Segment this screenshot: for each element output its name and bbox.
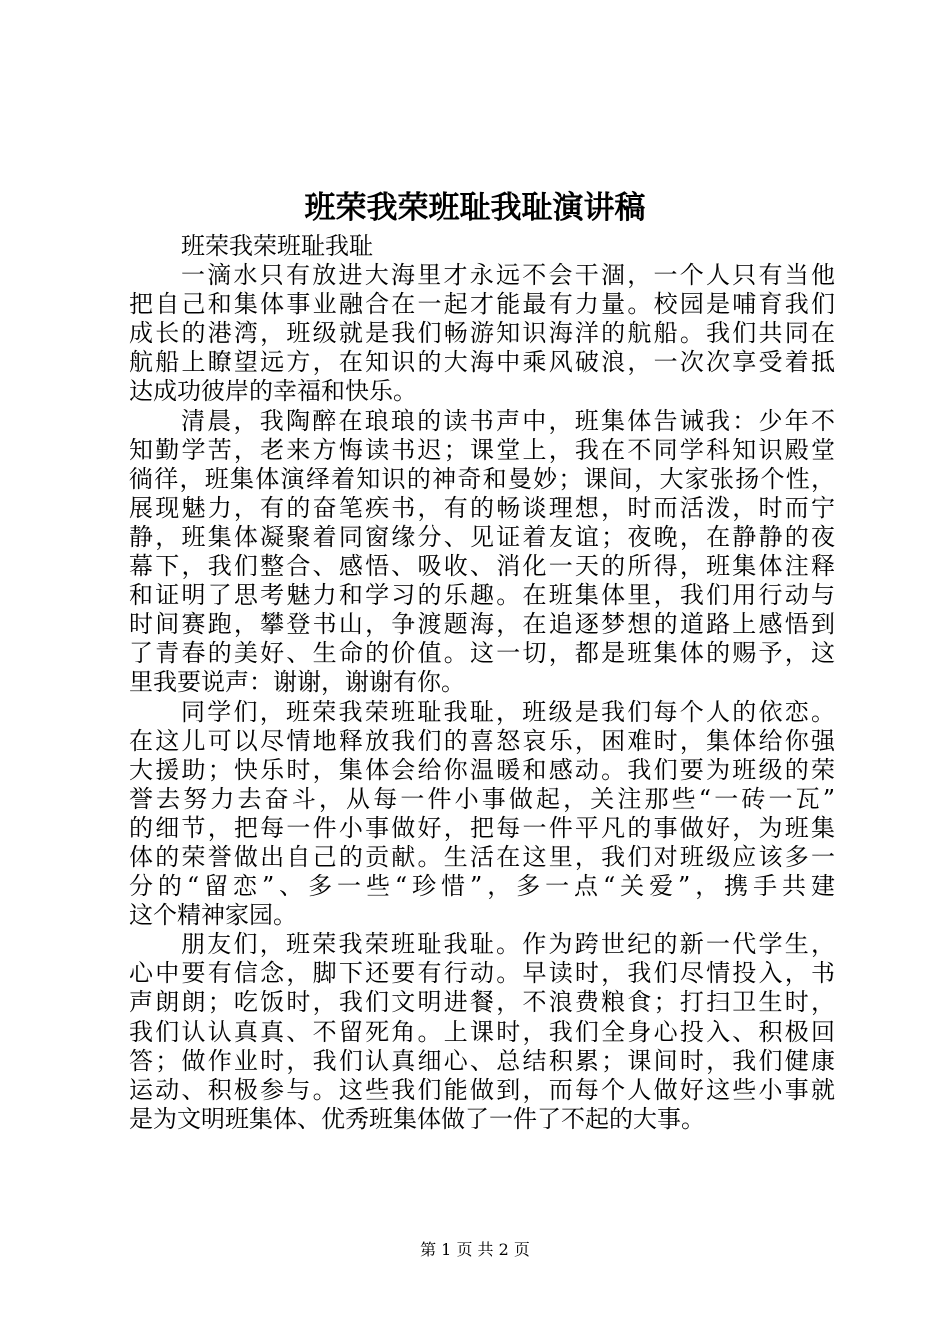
text-line: 这个精神家园。 <box>129 901 297 930</box>
text-line: 是为文明班集体、优秀班集体做了一件了不起的大事。 <box>129 1104 705 1133</box>
document-body <box>129 232 835 1134</box>
text-line: 一滴水只有放进大海里才永远不会干涸，一个人只有当他 <box>181 261 835 290</box>
text-line: 心中要有信念，脚下还要有行动。早读时，我们尽情投入，书 <box>129 959 835 988</box>
page-footer: 第 1 页 共 2 页 <box>420 1240 530 1259</box>
text-line: 的细节，把每一件小事做好，把每一件平凡的事做好，为班集 <box>129 813 835 842</box>
text-line: 达成功彼岸的幸福和快乐。 <box>129 377 417 406</box>
text-line: 分的“留恋”、多一些“珍惜”，多一点“关爱”，携手共建 <box>129 872 835 901</box>
text-line: 知勤学苦，老来方悔读书迟；课堂上，我在不同学科知识殿堂 <box>129 435 835 464</box>
text-line: 我们认认真真、不留死角。上课时，我们全身心投入、积极回 <box>129 1017 835 1046</box>
text-line: 运动、积极参与。这些我们能做到，而每个人做好这些小事就 <box>129 1075 835 1104</box>
text-line: 誉去努力去奋斗，从每一件小事做起，关注那些“一砖一瓦” <box>129 784 835 813</box>
text-line: 徜徉，班集体演绎着知识的神奇和曼妙；课间，大家张扬个性， <box>129 464 835 493</box>
text-line: 大援助；快乐时，集体会给你温暖和感动。我们要为班级的荣 <box>129 755 835 784</box>
text-line: 在这儿可以尽情地释放我们的喜怒哀乐，困难时，集体给你强 <box>129 726 835 755</box>
text-line: 答；做作业时，我们认真细心、总结积累；课间时，我们健康 <box>129 1046 835 1075</box>
text-line: 静，班集体凝聚着同窗缘分、见证着友谊；夜晚，在静静的夜 <box>129 522 835 551</box>
text-line: 时间赛跑，攀登书山，争渡题海，在追逐梦想的道路上感悟到 <box>129 610 835 639</box>
text-line: 展现魅力，有的奋笔疾书，有的畅谈理想，时而活泼，时而宁 <box>129 493 835 522</box>
text-line: 航船上瞭望远方，在知识的大海中乘风破浪，一次次享受着抵 <box>129 348 835 377</box>
text-line: 了青春的美好、生命的价值。这一切，都是班集体的赐予，这 <box>129 639 835 668</box>
document-title: 班荣我荣班耻我耻演讲稿 <box>304 190 646 226</box>
text-line: 和证明了思考魅力和学习的乐趣。在班集体里，我们用行动与 <box>129 581 835 610</box>
text-line: 把自己和集体事业融合在一起才能最有力量。校园是哺育我们 <box>129 290 835 319</box>
text-line: 成长的港湾，班级就是我们畅游知识海洋的航船。我们共同在 <box>129 319 835 348</box>
text-line: 声朗朗；吃饭时，我们文明进餐，不浪费粮食；打扫卫生时， <box>129 988 835 1017</box>
text-line: 体的荣誉做出自己的贡献。生活在这里，我们对班级应该多一 <box>129 842 835 871</box>
text-line: 幕下，我们整合、感悟、吸收、消化一天的所得，班集体注释 <box>129 552 835 581</box>
text-line: 同学们，班荣我荣班耻我耻，班级是我们每个人的依恋。 <box>181 697 835 726</box>
text-line: 清晨，我陶醉在琅琅的读书声中，班集体告诫我：少年不 <box>181 406 835 435</box>
text-line: 朋友们，班荣我荣班耻我耻。作为跨世纪的新一代学生， <box>181 930 835 959</box>
text-line: 里我要说声：谢谢，谢谢有你。 <box>129 668 465 697</box>
text-line: 班荣我荣班耻我耻 <box>181 232 373 260</box>
